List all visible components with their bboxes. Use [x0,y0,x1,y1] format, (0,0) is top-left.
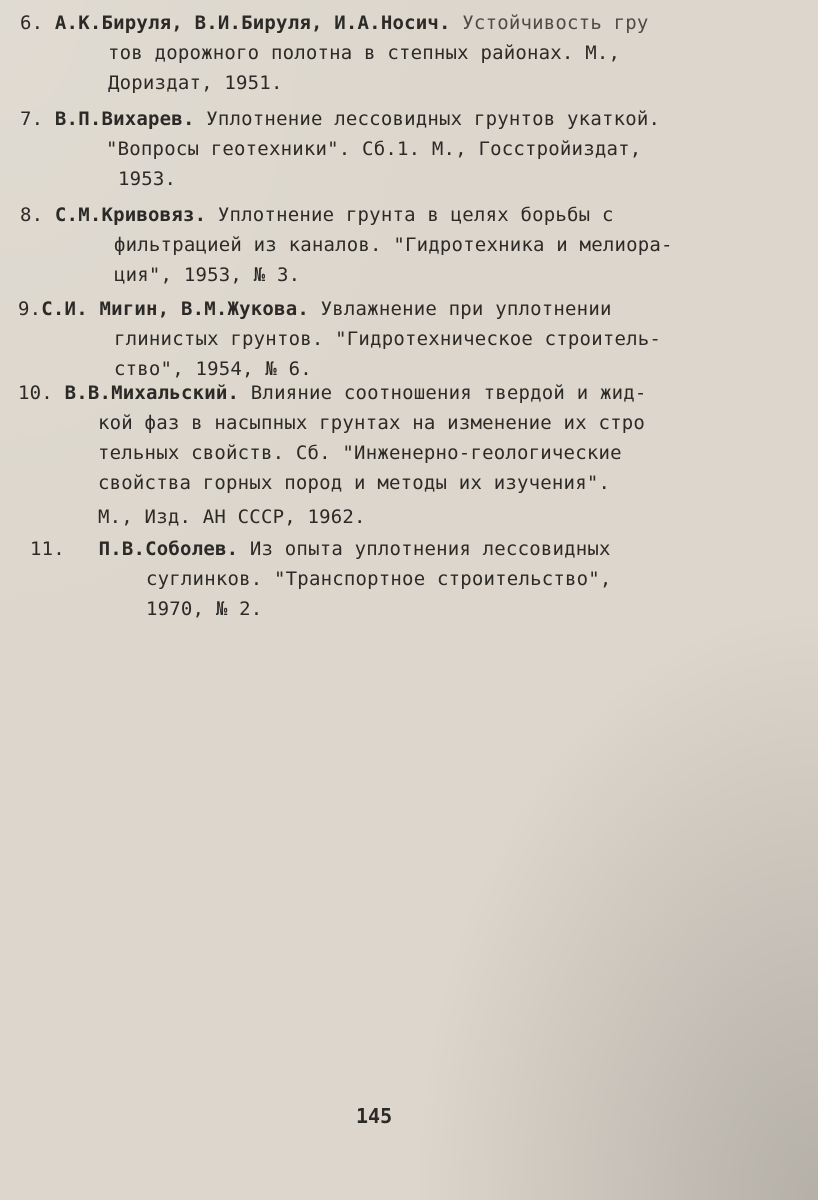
reference-text-line: кой фаз в насыпных грунтах на изменение их стро [98,412,646,434]
reference-text-line: ство", 1954, № 6. [114,358,312,380]
reference-8 [20,200,673,290]
reference-text-line: Влияние соотношения твердой и жид- [250,382,647,404]
page-number: 145 [356,1104,393,1128]
reference-6 [20,8,649,98]
reference-number: 11. [30,538,65,560]
reference-authors: А.К.Бируля, В.И.Бируля, И.А.Носич. [54,12,451,34]
reference-text-line: Из опыта уплотнения лессовидных [249,538,611,560]
reference-text-line: суглинков. "Транспортное строительство", [146,568,612,590]
reference-number: 9. [18,298,42,320]
reference-text-line: Уплотнение лессовидных грунтов укаткой. [206,108,661,130]
reference-10 [18,378,647,532]
reference-number: 10. [18,382,53,404]
reference-authors: С.И. Мигин, В.М.Жукова. [41,298,309,320]
reference-text-line: 1953. [118,168,177,190]
reference-authors: С.М.Кривовяз. [54,204,207,226]
reference-text-line: тов дорожного полотна в степных районах. М., [108,42,621,64]
reference-text-line: М., Изд. АН СССР, 1962. [98,506,366,528]
reference-number: 7. [20,108,44,130]
reference-text-line: тельных свойств. Сб. "Инженерно-геологические [98,442,622,464]
reference-text-line: Дориздат, 1951. [108,72,283,94]
reference-authors: В.В.Михальский. [64,382,240,404]
reference-text-line: глинистых грунтов. "Гидротехническое строитель- [114,328,662,350]
reference-number: 6. [20,12,44,34]
reference-text-line: 1970, № 2. [146,598,263,620]
reference-9 [18,294,661,384]
reference-text-line: свойства горных пород и методы их изучения". [98,472,611,494]
reference-text-line: "Вопросы геотехники". Сб.1. М., Госстройиздат, [106,138,642,160]
reference-number: 8. [20,204,44,226]
reference-7 [20,104,660,194]
reference-text-line: Устойчивость гру [462,12,649,34]
reference-text-line: фильтрацией из каналов. "Гидротехника и мелиора- [114,234,673,256]
reference-text-line: Увлажнение при уплотнении [320,298,612,320]
reference-authors: П.В.Соболев. [98,538,239,560]
reference-text-line: ция", 1953, № 3. [114,264,301,286]
reference-authors: В.П.Вихарев. [54,108,195,130]
reference-text-line: Уплотнение грунта в целях борьбы с [217,204,614,226]
reference-11 [30,534,612,624]
